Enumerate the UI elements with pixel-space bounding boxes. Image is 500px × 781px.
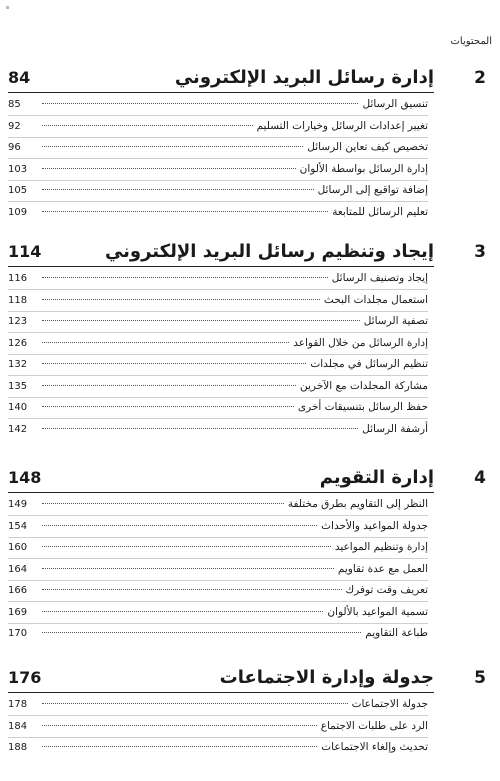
entry-page-number: 166 xyxy=(8,585,28,596)
entry-separator xyxy=(8,332,428,333)
entry-page-number: 170 xyxy=(8,628,28,639)
entry-page-number: 178 xyxy=(8,699,28,710)
entry-separator xyxy=(8,397,428,398)
entry-page-number: 109 xyxy=(8,206,28,218)
dot-leader xyxy=(42,211,328,212)
running-head: المحتويات xyxy=(450,36,492,47)
dot-leader xyxy=(42,568,334,569)
entry-title: إيجاد وتصنيف الرسائل xyxy=(331,272,428,284)
entry-title: الرد على طلبات الاجتماع xyxy=(320,719,428,732)
entry-separator xyxy=(8,737,428,738)
chapter-number: 5 xyxy=(474,668,486,688)
entry-separator xyxy=(8,137,428,138)
dot-leader xyxy=(42,125,253,126)
entry-page-number: 126 xyxy=(8,337,28,349)
chapter-rule xyxy=(8,266,434,267)
entry-separator xyxy=(8,580,428,581)
entry-separator xyxy=(8,354,428,355)
dot-leader xyxy=(42,342,289,343)
dot-leader xyxy=(42,363,306,364)
entry-title: تسمية المواعيد بالألوان xyxy=(327,605,428,618)
chapter-heading xyxy=(8,668,486,696)
dot-leader xyxy=(42,385,296,386)
entry-title: إضافة تواقيع إلى الرسائل xyxy=(317,184,428,196)
entry-title: تغيير إعدادات الرسائل وخيارات التسليم xyxy=(256,119,428,132)
entry-title: حفظ الرسائل بتنسيقات أخرى xyxy=(297,401,428,413)
chapter-2 xyxy=(8,67,486,218)
entry-title: العمل مع عدة تقاويم xyxy=(337,562,428,575)
dot-leader xyxy=(42,299,320,300)
chapter-title[interactable]: إدارة التقويم xyxy=(319,467,434,488)
entry-page-number: 164 xyxy=(8,563,28,575)
entry-separator xyxy=(8,115,428,116)
chapter-number: 3 xyxy=(474,242,486,262)
entry-title: إدارة الرسائل من خلال القواعد xyxy=(293,336,428,349)
entry-title: تخصيص كيف تعاين الرسائل xyxy=(307,141,428,153)
entry-separator xyxy=(8,558,428,559)
dot-leader xyxy=(42,277,328,278)
entry-title: تنظيم الرسائل في مجلدات xyxy=(310,358,428,370)
dot-leader xyxy=(42,428,358,429)
entry-title: إدارة الرسائل بواسطة الألوان xyxy=(299,162,428,175)
chapter-3 xyxy=(8,241,486,435)
toc-entry[interactable] xyxy=(8,741,428,761)
chapter-title[interactable]: جدولة وإدارة الاجتماعات xyxy=(219,667,434,688)
entry-title: تصفية الرسائل xyxy=(363,315,428,327)
entry-page-number: 135 xyxy=(8,380,28,392)
entry-title: أرشفة الرسائل xyxy=(362,422,428,435)
dot-leader xyxy=(42,320,360,321)
entry-page-number: 154 xyxy=(8,520,28,532)
entry-separator xyxy=(8,289,428,290)
entry-page-number: 96 xyxy=(8,142,21,153)
entry-separator xyxy=(8,180,428,181)
chapter-number: 2 xyxy=(474,68,486,88)
entry-page-number: 118 xyxy=(8,294,28,306)
entry-page-number: 160 xyxy=(8,542,28,553)
entry-title: النظر إلى التقاويم بطرق مختلفة xyxy=(287,498,428,510)
dot-leader xyxy=(42,725,317,726)
entry-title: تحديث وإلغاء الاجتماعات xyxy=(321,741,428,753)
chapter-page-number: 114 xyxy=(8,242,42,261)
entry-title: استعمال مجلدات البحث xyxy=(323,293,428,306)
chapter-number: 4 xyxy=(474,468,486,488)
entry-separator xyxy=(8,311,428,312)
entry-title: جدولة المواعيد والأحداث xyxy=(321,519,428,532)
dot-leader xyxy=(42,103,358,104)
entry-page-number: 188 xyxy=(8,742,28,753)
chapter-title[interactable]: إدارة رسائل البريد الإلكتروني xyxy=(174,67,434,88)
chapter-title[interactable]: إيجاد وتنظيم رسائل البريد الإلكتروني xyxy=(104,241,434,262)
entry-title: طباعة التقاويم xyxy=(365,627,428,639)
dot-leader xyxy=(42,146,303,147)
entry-page-number: 105 xyxy=(8,185,28,196)
entry-page-number: 184 xyxy=(8,720,28,732)
chapter-rule xyxy=(8,492,434,493)
entry-title: جدولة الاجتماعات xyxy=(351,698,428,710)
entry-page-number: 169 xyxy=(8,606,28,618)
entry-title: مشاركة المجلدات مع الآخرين xyxy=(300,379,428,392)
dot-leader xyxy=(42,406,294,407)
entry-page-number: 142 xyxy=(8,423,28,435)
entry-title: تنسيق الرسائل xyxy=(362,98,428,110)
dot-leader xyxy=(42,611,323,612)
chapter-rule xyxy=(8,692,434,693)
dot-leader xyxy=(42,168,296,169)
dot-leader xyxy=(42,589,342,590)
entry-separator xyxy=(8,201,428,202)
dot-leader xyxy=(42,703,348,704)
dot-leader xyxy=(42,632,361,633)
entry-page-number: 123 xyxy=(8,316,28,327)
chapter-heading xyxy=(8,68,486,96)
dot-leader xyxy=(42,546,331,547)
entry-page-number: 149 xyxy=(8,499,28,510)
toc-entry[interactable] xyxy=(8,206,428,226)
entry-page-number: 85 xyxy=(8,99,21,110)
entry-page-number: 103 xyxy=(8,163,28,175)
entry-page-number: 116 xyxy=(8,273,28,284)
chapter-rule xyxy=(8,92,434,93)
entry-separator xyxy=(8,515,428,516)
toc-entry[interactable] xyxy=(8,423,428,443)
entry-separator xyxy=(8,375,428,376)
scan-mark xyxy=(6,6,9,9)
toc-entry[interactable] xyxy=(8,627,428,647)
entry-title: تعريف وقت توفرك xyxy=(345,584,428,596)
chapter-5 xyxy=(8,667,486,753)
chapter-page-number: 176 xyxy=(8,668,42,687)
entry-title: إدارة وتنظيم المواعيد xyxy=(334,541,428,553)
dot-leader xyxy=(42,189,314,190)
dot-leader xyxy=(42,525,317,526)
entry-separator xyxy=(8,418,428,419)
chapter-heading xyxy=(8,242,486,270)
chapter-page-number: 148 xyxy=(8,468,42,487)
entry-page-number: 140 xyxy=(8,402,28,413)
dot-leader xyxy=(42,503,284,504)
entry-separator xyxy=(8,601,428,602)
entry-separator xyxy=(8,537,428,538)
chapter-4 xyxy=(8,467,486,639)
entry-title: تعليم الرسائل للمتابعة xyxy=(332,205,428,218)
entry-page-number: 132 xyxy=(8,359,28,370)
entry-separator xyxy=(8,623,428,624)
entry-separator xyxy=(8,715,428,716)
dot-leader xyxy=(42,746,317,747)
chapter-page-number: 84 xyxy=(8,68,31,87)
entry-separator xyxy=(8,158,428,159)
entry-page-number: 92 xyxy=(8,120,21,132)
chapter-heading xyxy=(8,468,486,496)
